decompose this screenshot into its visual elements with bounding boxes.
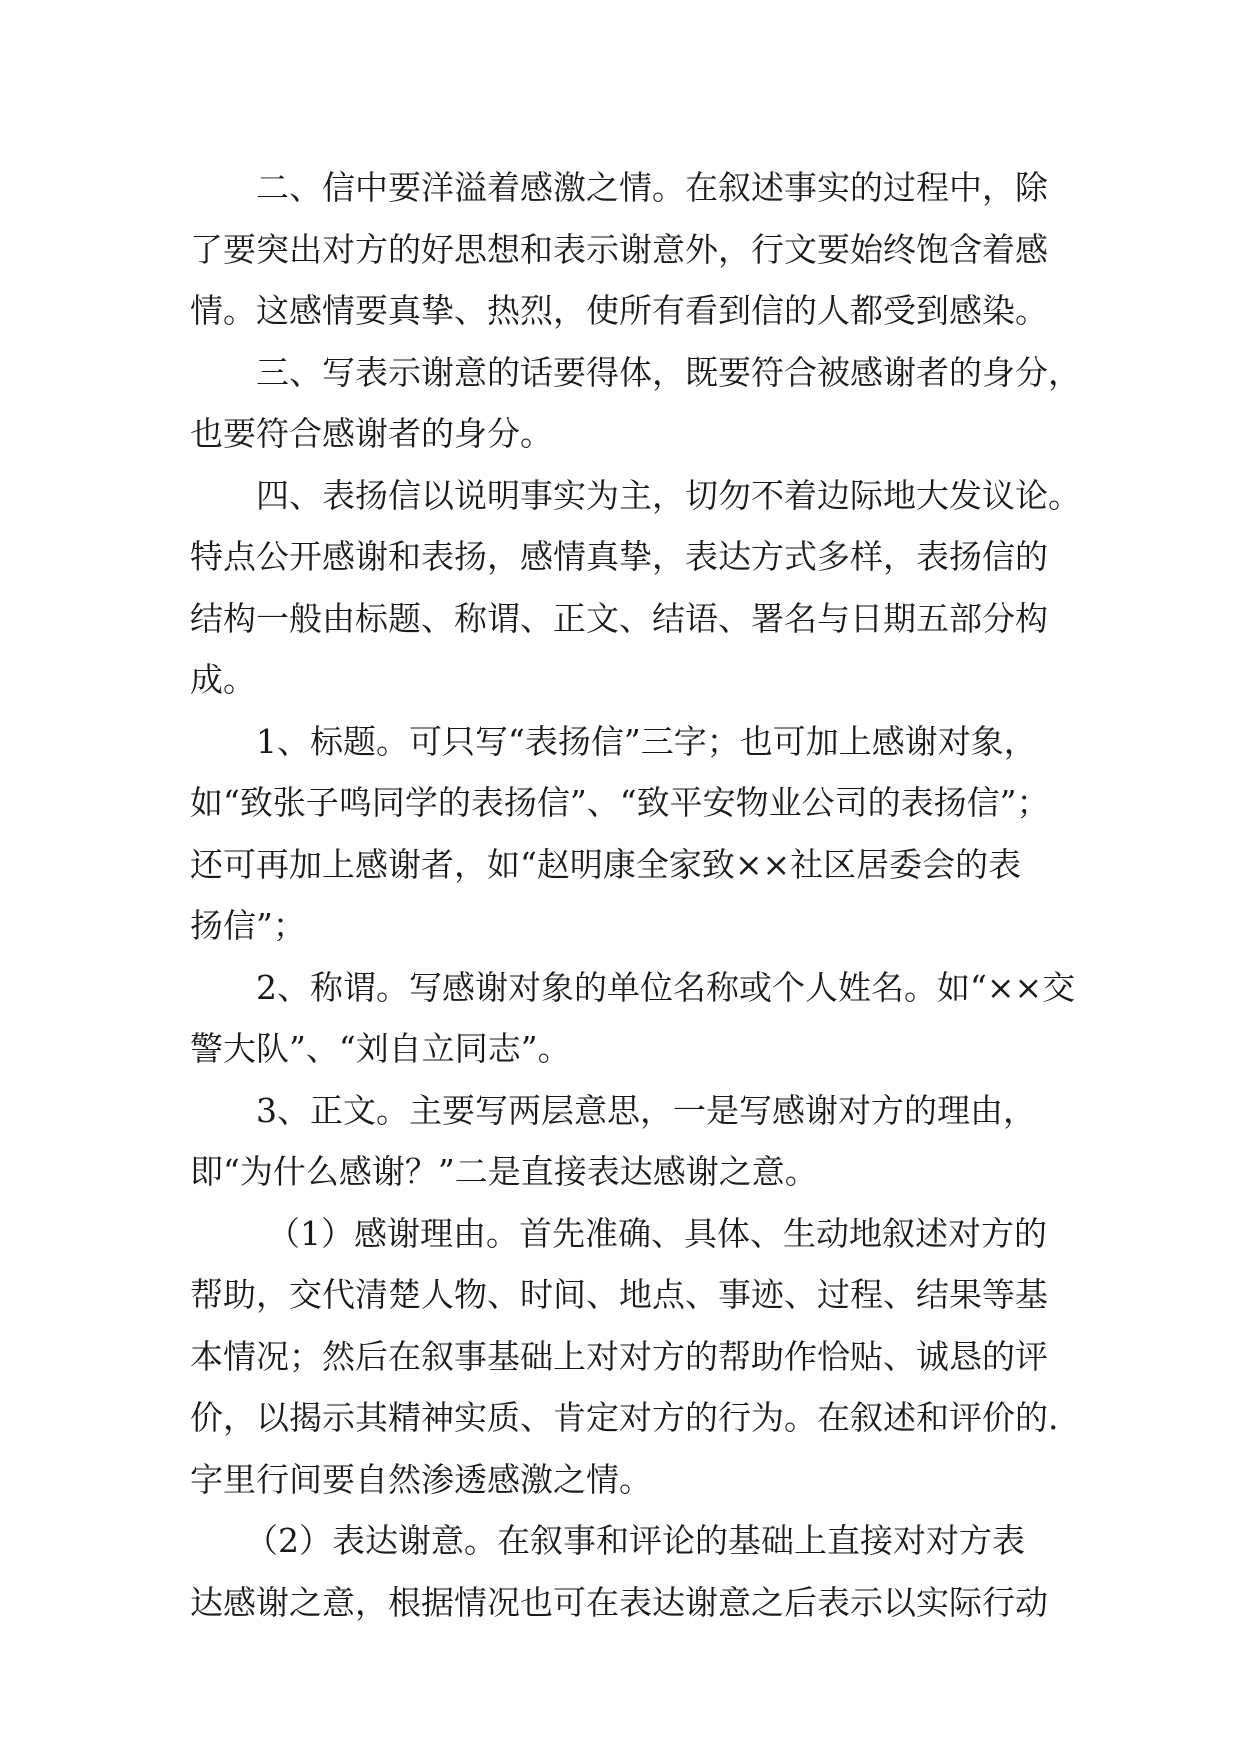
text-line: 本情况；然后在叙事基础上对对方的帮助作恰贴、诚恳的评 (190, 1336, 1048, 1376)
text-line: 扬信”； (190, 906, 306, 945)
text-line: 成。 (190, 660, 256, 699)
text-line: 达感谢之意，根据情况也可在表达谢意之后表示以实际行动 (190, 1582, 1048, 1622)
text-line: 即“为什么感谢？”二是直接表达感谢之意。 (190, 1152, 818, 1191)
text-line: 了要突出对方的好思想和表示谢意外，行文要始终饱含着感 (190, 229, 1048, 269)
text-line: 也要符合感谢者的身分。 (190, 414, 553, 453)
text-line: 帮助，交代清楚人物、时间、地点、事迹、过程、结果等基 (190, 1275, 1048, 1314)
text-line: 价，以揭示其精神实质、肯定对方的行为。在叙述和评价的. (190, 1398, 1059, 1437)
text-line: 四、表扬信以说明事实为主，切勿不着边际地大发议论。 (256, 475, 1081, 515)
text-line: 情。这感情要真挚、热烈，使所有看到信的人都受到感染。 (190, 291, 1048, 330)
text-line: 字里行间要自然渗透感激之情。 (190, 1459, 652, 1499)
text-line: 还可再加上感谢者，如“赵明康全家致××社区居委会的表 (190, 844, 1022, 884)
text-line: 1、标题。可只写“表扬信”三字；也可加上感谢对象， (256, 721, 1037, 761)
text-line: （1）感谢理由。首先准确、具体、生动地叙述对方的 (267, 1213, 1047, 1253)
document-body (190, 157, 1081, 1633)
text-line: 2、称谓。写感谢对象的单位名称或个人姓名。如“××交 (256, 967, 1076, 1007)
text-line: 结构一般由标题、称谓、正文、结语、署名与日期五部分构 (190, 598, 1048, 638)
text-line: 如“致张子鸣同学的表扬信”、“致平安物业公司的表扬信”； (190, 783, 1050, 822)
text-line: 二、信中要洋溢着感激之情。在叙述事实的过程中，除 (256, 168, 1048, 207)
text-line: 特点公开感谢和表扬，感情真挚，表达方式多样，表扬信的 (190, 537, 1048, 576)
text-line: 三、写表示谢意的话要得体，既要符合被感谢者的身分， (256, 352, 1081, 392)
text-line: （2）表达谢意。在叙事和评论的基础上直接对对方表 (245, 1521, 1025, 1560)
text-line: 3、正文。主要写两层意思，一是写感谢对方的理由， (256, 1090, 1036, 1130)
text-line: 警大队”、“刘自立同志”。 (190, 1029, 571, 1068)
